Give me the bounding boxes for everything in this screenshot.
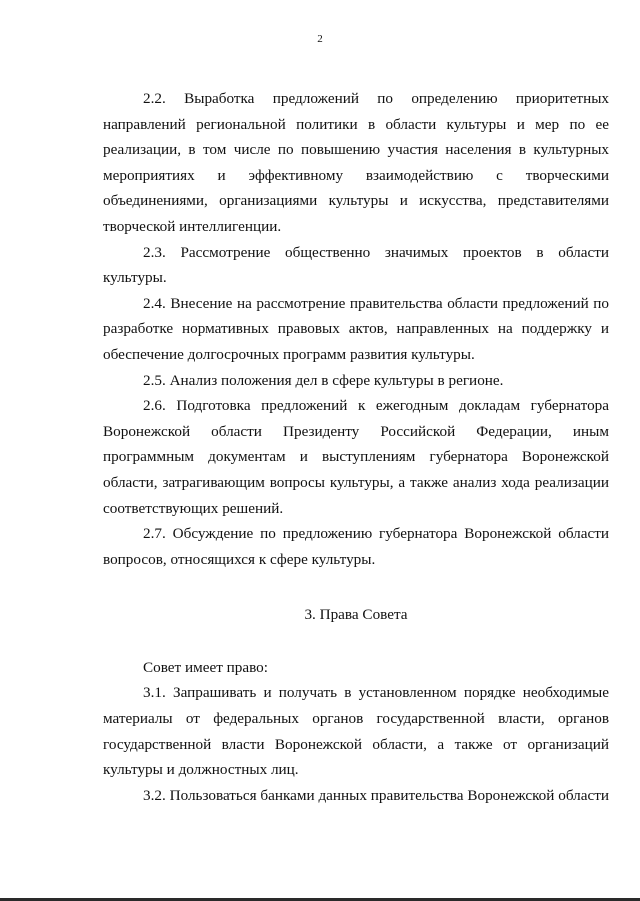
paragraph-2-7: 2.7. Обсуждение по предложению губернатора Воронежской области вопросов, относящихся к сфере культуры. [103,525,609,568]
document-body [103,86,609,808]
paragraph-2-2: 2.2. Выработка предложений по определению приоритетных направлений региональной политики в области культуры и мер по ее реализации, в том числе по повышению участия населения в культурных мероприятиях и эффективному взаимодействию с творческими объединениями, организациями культуры и искусства, представителями творческой интеллигенции. [103,90,609,235]
paragraph-2-5: 2.5. Анализ положения дел в сфере культуры в регионе. [143,371,504,389]
paragraph-2-4: 2.4. Внесение на рассмотрение правительства области предложений по разработке нормативных правовых актов, направленных на поддержку и обеспечение долгосрочных программ развития культуры. [103,294,609,363]
paragraph-3-2: 3.2. Пользоваться банками данных правительства Воронежской области [143,786,609,804]
page-number: 2 [317,33,323,45]
paragraph-2-3: 2.3. Рассмотрение общественно значимых проектов в области культуры. [103,243,609,287]
paragraph-3-1: 3.1. Запрашивать и получать в установленном порядке необходимые материалы от федеральных органов государственной власти, органов государственной власти Воронежской области, а также от организаций культуры и должностных лиц. [103,684,609,779]
paragraph-council-rights-intro: Совет имеет право: [143,658,268,676]
section-heading: 3. Права Совета [304,606,408,624]
paragraph-2-6: 2.6. Подготовка предложений к ежегодным докладам губернатора Воронежской области Президенту Российской Федерации, иным программным документам и выступлениям губернатора Воронежской области, затрагивающим вопросы культуры, а также анализ хода реализации соответствующих решений. [103,397,609,517]
